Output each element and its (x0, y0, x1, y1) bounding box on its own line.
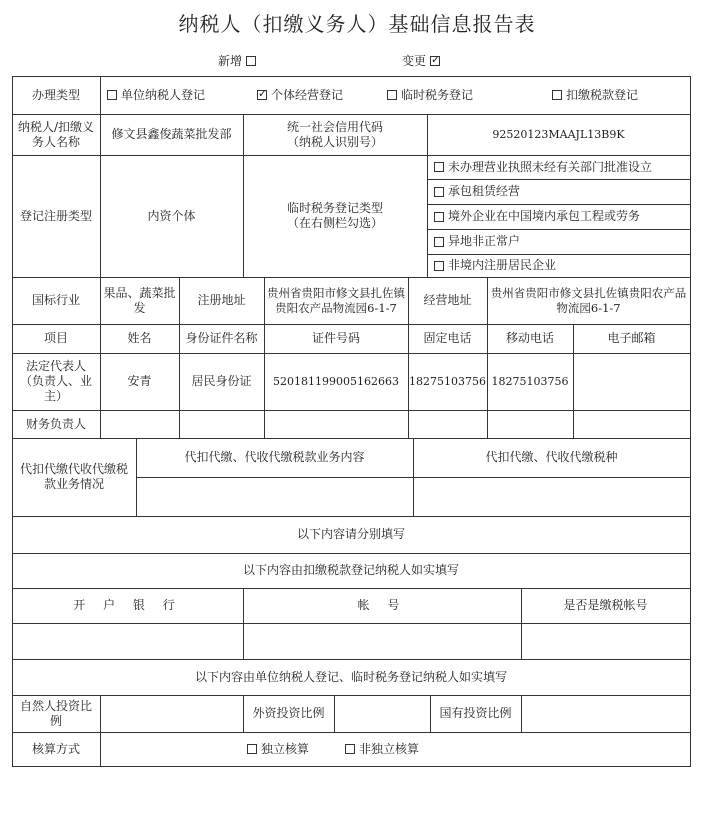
checkbox[interactable] (257, 90, 267, 100)
tax-account-header: 是否是缴税帐号 (563, 598, 648, 612)
withholding-tax-header: 代扣代缴、代收代缴税种 (485, 450, 618, 464)
change-option[interactable] (402, 52, 444, 69)
option-label: 未办理营业执照未经有关部门批准设立 (448, 159, 653, 174)
temp-option[interactable] (427, 155, 690, 179)
temp-option[interactable] (427, 229, 690, 254)
temp-option[interactable] (427, 204, 690, 229)
legal-rep-mobile: 18275103756 (491, 374, 569, 388)
checkbox[interactable] (552, 90, 562, 100)
accounting-independent[interactable] (240, 732, 340, 766)
col-line (334, 695, 335, 732)
col-line (521, 695, 522, 732)
checkbox[interactable] (434, 237, 444, 247)
temp-reg-type-label: 临时税务登记类型（在右侧栏勾选） (286, 201, 383, 230)
option-label: 个体经营登记 (271, 87, 344, 102)
temp-option[interactable] (427, 179, 690, 204)
unit-fill-note: 以下内容由单位纳税人登记、临时税务登记纳税人如实填写 (194, 669, 507, 684)
row-line (12, 623, 690, 624)
withholding-label: 代扣代缴代收代缴税款业务情况 (20, 462, 129, 491)
new-label: 新增 (218, 54, 243, 68)
col-line (100, 695, 101, 766)
legal-rep-id-type: 居民身份证 (191, 374, 252, 388)
biz-address-value: 贵州省贵阳市修文县扎佐镇贵阳农产品物流园6-1-7 (490, 286, 687, 315)
option-label: 异地非正常户 (448, 234, 521, 248)
banli-option-temporary[interactable] (380, 76, 540, 114)
fill-separately-note: 以下内容请分别填写 (296, 527, 405, 541)
checkbox[interactable] (434, 212, 444, 222)
header-name: 姓名 (127, 331, 152, 345)
header-item: 项目 (43, 331, 68, 345)
checkbox[interactable] (434, 162, 444, 172)
banli-option-withholding[interactable] (545, 76, 690, 114)
reg-type-label: 登记注册类型 (19, 208, 92, 223)
taxpayer-name-value: 修文县鑫俊蔬菜批发部 (111, 127, 232, 141)
accounting-label: 核算方式 (31, 741, 80, 756)
banli-label: 办理类型 (31, 87, 80, 102)
checkbox[interactable] (345, 744, 355, 754)
bank-header: 开 户 银 行 (73, 598, 182, 612)
legal-rep-phone: 18275103756 (409, 374, 486, 388)
state-invest-label: 国有投资比例 (439, 706, 512, 720)
accounting-non-independent[interactable] (338, 732, 458, 766)
option-label: 境外企业在中国境内承包工程或劳务 (448, 209, 641, 223)
option-label: 单位纳税人登记 (121, 87, 206, 102)
header-phone: 固定电话 (423, 331, 472, 345)
new-checkbox[interactable] (246, 56, 256, 66)
option-label: 非独立核算 (359, 741, 420, 756)
industry-value: 果品、蔬菜批发 (103, 285, 176, 315)
finance-head-label: 财务负责人 (25, 416, 86, 431)
header-id-type: 身份证件名称 (185, 331, 258, 345)
option-label: 承包租赁经营 (448, 184, 521, 198)
header-email: 电子邮箱 (607, 331, 656, 345)
banli-option-unit[interactable] (100, 76, 250, 114)
taxpayer-name-label: 纳税人/扣缴义务人名称 (17, 119, 95, 149)
option-label: 扣缴税款登记 (566, 87, 639, 102)
row-line (12, 695, 690, 696)
new-option[interactable] (218, 52, 260, 69)
border-bottom (12, 766, 690, 767)
withholding-fill-note: 以下内容由扣缴税款登记纳税人如实填写 (242, 563, 459, 577)
option-label: 独立核算 (261, 741, 310, 756)
natural-invest-label: 自然人投资比例 (20, 698, 93, 728)
banli-option-individual[interactable] (250, 76, 380, 114)
biz-address-label: 经营地址 (423, 293, 472, 307)
checkbox[interactable] (434, 187, 444, 197)
option-label: 临时税务登记 (401, 87, 474, 102)
withholding-content-header: 代扣代缴、代收代缴税款业务内容 (184, 450, 365, 464)
account-header: 帐 号 (357, 598, 407, 612)
row-line (12, 410, 690, 411)
reg-type-value: 内资个体 (147, 208, 196, 223)
temp-option[interactable] (427, 254, 690, 277)
legal-rep-label: 法定代表人（负责人、业主） (20, 359, 93, 403)
border-right (690, 76, 691, 767)
header-id-number: 证件号码 (311, 331, 360, 345)
credit-code-label: 统一社会信用代码（纳税人识别号） (286, 119, 383, 149)
change-label: 变更 (402, 54, 427, 68)
header-mobile: 移动电话 (505, 331, 554, 345)
form-title: 纳税人（扣缴义务人）基础信息报告表 (178, 12, 536, 36)
checkbox[interactable] (387, 90, 397, 100)
legal-rep-name: 安青 (127, 374, 152, 388)
industry-label: 国标行业 (31, 293, 80, 307)
option-label: 非境内注册居民企业 (448, 258, 557, 272)
reg-address-value: 贵州省贵阳市修文县扎佐镇贵阳农产品物流园6-1-7 (267, 286, 405, 315)
checkbox[interactable] (107, 90, 117, 100)
foreign-invest-label: 外资投资比例 (252, 706, 325, 720)
checkbox[interactable] (247, 744, 257, 754)
credit-code-value: 92520123MAAJL13B9K (492, 127, 625, 141)
legal-rep-email[interactable] (573, 353, 690, 410)
legal-rep-id-number: 520181199005162663 (273, 374, 399, 388)
reg-address-label: 注册地址 (197, 293, 246, 307)
change-checkbox[interactable] (430, 56, 440, 66)
checkbox[interactable] (434, 261, 444, 271)
